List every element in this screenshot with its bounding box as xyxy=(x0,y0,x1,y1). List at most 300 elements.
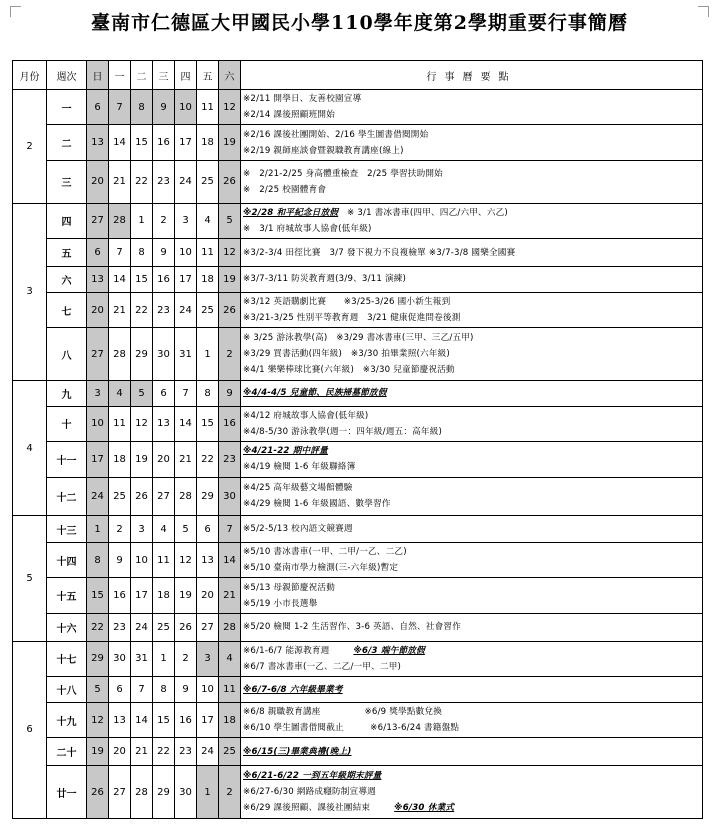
event-holiday-text: ※6/30 休業式 xyxy=(394,803,455,814)
day-cell: 21 xyxy=(175,442,197,477)
week-number-cell: 十三 xyxy=(47,516,87,543)
events-cell xyxy=(241,677,703,703)
events-cell xyxy=(241,702,703,737)
day-cell: 19 xyxy=(131,442,153,477)
day-cell: 3 xyxy=(175,203,197,238)
event-line xyxy=(243,443,702,459)
day-cell: 9 xyxy=(153,90,175,125)
event-text: ※ 2/25 校園體育會 xyxy=(243,184,327,195)
day-cell: 2 xyxy=(175,641,197,676)
day-cell: 19 xyxy=(175,578,197,613)
event-line xyxy=(243,720,702,736)
day-cell: 1 xyxy=(153,641,175,676)
day-cell: 12 xyxy=(219,239,241,267)
day-cell: 5 xyxy=(131,380,153,406)
day-cell: 11 xyxy=(197,90,219,125)
event-line xyxy=(243,480,702,496)
week-row xyxy=(13,442,703,477)
day-cell: 2 xyxy=(153,203,175,238)
events-cell xyxy=(241,380,703,406)
day-cell: 30 xyxy=(109,641,131,676)
calendar-body xyxy=(13,90,703,819)
event-text: ※6/8 親職教育講座 ※6/9 獎學點數兌換 xyxy=(243,707,443,718)
event-text: ※5/20 檢閱 1-2 生活習作、3-6 英語、自然、社會習作 xyxy=(243,622,461,633)
events-cell xyxy=(241,406,703,441)
events-cell xyxy=(241,613,703,641)
day-cell: 7 xyxy=(109,239,131,267)
day-cell: 17 xyxy=(197,702,219,737)
day-cell: 11 xyxy=(219,677,241,703)
week-number-cell: 一 xyxy=(47,90,87,125)
week-row xyxy=(13,641,703,676)
day-cell: 19 xyxy=(219,267,241,293)
day-cell: 29 xyxy=(153,766,175,819)
day-cell: 17 xyxy=(87,442,109,477)
week-number-cell: 三 xyxy=(47,160,87,203)
week-number-cell: 十六 xyxy=(47,613,87,641)
day-cell: 30 xyxy=(175,766,197,819)
week-number-cell: 十七 xyxy=(47,641,87,676)
events-cell xyxy=(241,442,703,477)
event-text: ※5/10 書冰書車(一甲、二甲/一乙、二乙) xyxy=(243,547,407,558)
day-cell: 29 xyxy=(131,328,153,381)
events-cell xyxy=(241,267,703,293)
event-line xyxy=(243,560,702,576)
week-row xyxy=(13,542,703,577)
header-events xyxy=(241,61,703,90)
event-line xyxy=(243,330,702,346)
day-cell: 6 xyxy=(109,677,131,703)
day-cell: 24 xyxy=(175,160,197,203)
page-title: 臺南市仁德區大甲國民小學110學年度第2學期重要行事簡曆 xyxy=(91,12,628,34)
day-cell: 18 xyxy=(153,578,175,613)
event-text: ※5/19 小市長選舉 xyxy=(243,598,318,609)
day-cell: 2 xyxy=(219,328,241,381)
day-cell: 12 xyxy=(175,542,197,577)
day-cell: 1 xyxy=(197,766,219,819)
event-line xyxy=(243,424,702,440)
week-number-cell: 十八 xyxy=(47,677,87,703)
day-cell: 3 xyxy=(197,641,219,676)
day-cell: 6 xyxy=(153,380,175,406)
day-cell: 13 xyxy=(87,125,109,160)
day-cell: 21 xyxy=(109,160,131,203)
day-cell: 8 xyxy=(197,380,219,406)
day-cell: 14 xyxy=(131,702,153,737)
day-cell: 23 xyxy=(219,442,241,477)
week-row xyxy=(13,702,703,737)
header-month: 月份 xyxy=(13,61,47,90)
day-cell: 14 xyxy=(175,406,197,441)
events-cell xyxy=(241,542,703,577)
week-number-cell: 二 xyxy=(47,125,87,160)
events-cell xyxy=(241,203,703,238)
day-cell: 16 xyxy=(153,267,175,293)
day-cell: 16 xyxy=(175,702,197,737)
day-cell: 18 xyxy=(197,125,219,160)
week-row xyxy=(13,160,703,203)
event-text: ※ 3/1 府城故事人協會(低年級) xyxy=(243,223,372,234)
day-cell: 14 xyxy=(219,542,241,577)
day-cell: 11 xyxy=(109,406,131,441)
event-line xyxy=(243,385,702,401)
day-cell: 27 xyxy=(197,613,219,641)
week-row xyxy=(13,267,703,293)
week-row xyxy=(13,328,703,381)
event-line xyxy=(243,800,702,816)
week-number-cell: 五 xyxy=(47,239,87,267)
event-text: ※6/7-6/8 六年級畢業考 xyxy=(243,684,343,695)
event-text: ※6/10 學生圖書借閱截止 ※6/13-6/24 書籍盤點 xyxy=(243,723,460,734)
day-cell: 16 xyxy=(219,406,241,441)
week-row xyxy=(13,477,703,516)
week-number-cell: 十一 xyxy=(47,442,87,477)
header-events-label: 行事曆要點 xyxy=(426,71,517,83)
event-text-secondary: ※ 3/1 書冰書車(四甲、四乙/六甲、六乙) xyxy=(338,207,508,218)
week-row xyxy=(13,125,703,160)
week-row xyxy=(13,578,703,613)
day-cell: 10 xyxy=(175,239,197,267)
event-line xyxy=(243,310,702,326)
day-cell: 26 xyxy=(175,613,197,641)
event-text: ※2/19 親師座談會暨親職教育講座(線上) xyxy=(243,145,404,156)
event-line xyxy=(243,221,702,237)
week-number-cell: 廿一 xyxy=(47,766,87,819)
event-text: ※6/27-6/30 網路成癮防制宣導週 xyxy=(243,787,376,798)
events-cell xyxy=(241,125,703,160)
header-day-mon: 一 xyxy=(109,61,131,90)
event-line xyxy=(243,107,702,123)
calendar-header-row xyxy=(13,61,703,90)
day-cell: 9 xyxy=(109,542,131,577)
day-cell: 27 xyxy=(87,203,109,238)
week-number-cell: 四 xyxy=(47,203,87,238)
day-cell: 13 xyxy=(153,406,175,441)
day-cell: 25 xyxy=(219,738,241,766)
week-row xyxy=(13,677,703,703)
day-cell: 1 xyxy=(197,328,219,381)
events-cell xyxy=(241,477,703,516)
week-number-cell: 九 xyxy=(47,380,87,406)
event-line xyxy=(243,362,702,378)
event-text: ※2/14 課後照顧班開始 xyxy=(243,110,335,121)
day-cell: 18 xyxy=(109,442,131,477)
event-line xyxy=(243,91,702,107)
events-cell xyxy=(241,90,703,125)
month-cell: 6 xyxy=(13,641,47,818)
day-cell: 19 xyxy=(87,738,109,766)
day-cell: 7 xyxy=(219,516,241,543)
day-cell: 3 xyxy=(131,516,153,543)
day-cell: 13 xyxy=(109,702,131,737)
day-cell: 5 xyxy=(219,203,241,238)
event-line xyxy=(243,704,702,720)
event-line xyxy=(243,182,702,198)
event-line xyxy=(243,408,702,424)
day-cell: 2 xyxy=(109,516,131,543)
event-text: ※3/21-3/25 性別平等教育週 3/21 健康促進問卷後測 xyxy=(243,313,461,324)
event-line xyxy=(243,682,702,698)
event-text: ※6/29 課後照顧、課後社團結束 xyxy=(243,803,371,814)
week-row xyxy=(13,738,703,766)
day-cell: 17 xyxy=(175,267,197,293)
day-cell: 23 xyxy=(175,738,197,766)
week-number-cell: 十九 xyxy=(47,702,87,737)
day-cell: 4 xyxy=(153,516,175,543)
week-number-cell: 十 xyxy=(47,406,87,441)
day-cell: 11 xyxy=(197,239,219,267)
day-cell: 22 xyxy=(153,738,175,766)
week-row xyxy=(13,203,703,238)
day-cell: 21 xyxy=(131,738,153,766)
day-cell: 20 xyxy=(153,442,175,477)
event-line xyxy=(243,496,702,512)
day-cell: 28 xyxy=(109,328,131,381)
day-cell: 16 xyxy=(153,125,175,160)
event-text: ※2/28 和平紀念日放假 xyxy=(243,207,339,218)
week-row xyxy=(13,380,703,406)
header-day-sat: 六 xyxy=(219,61,241,90)
event-text: ※3/12 英語購劇比賽 ※3/25-3/26 國小新生報到 xyxy=(243,297,451,308)
event-text: ※5/10 臺南市學力檢測(三-六年級)暫定 xyxy=(243,563,399,574)
day-cell: 1 xyxy=(87,516,109,543)
day-cell: 14 xyxy=(109,267,131,293)
event-text: ※2/11 開學日、友善校園宣導 xyxy=(243,94,362,105)
event-line xyxy=(243,459,702,475)
event-line xyxy=(243,744,702,760)
day-cell: 29 xyxy=(197,477,219,516)
day-cell: 12 xyxy=(131,406,153,441)
events-cell xyxy=(241,641,703,676)
event-text: ※6/1-6/7 能源教育週 xyxy=(243,645,330,656)
event-text: ※3/7-3/11 防災教育週(3/9、3/11 演練) xyxy=(243,274,407,285)
day-cell: 28 xyxy=(131,766,153,819)
day-cell: 31 xyxy=(131,641,153,676)
day-cell: 3 xyxy=(87,380,109,406)
month-cell: 2 xyxy=(13,90,47,204)
event-line xyxy=(243,346,702,362)
day-cell: 5 xyxy=(87,677,109,703)
day-cell: 6 xyxy=(87,239,109,267)
event-text: ※4/21-22 期中評量 xyxy=(243,446,328,457)
event-text: ※4/1 樂樂棒球比賽(六年級) ※3/30 兒童節慶祝活動 xyxy=(243,365,455,376)
day-cell: 13 xyxy=(197,542,219,577)
day-cell: 13 xyxy=(87,267,109,293)
day-cell: 12 xyxy=(87,702,109,737)
day-cell: 18 xyxy=(219,702,241,737)
calendar-table xyxy=(12,60,703,819)
event-line xyxy=(243,619,702,635)
header-day-fri: 五 xyxy=(197,61,219,90)
day-cell: 30 xyxy=(219,477,241,516)
day-cell: 30 xyxy=(153,328,175,381)
day-cell: 28 xyxy=(109,203,131,238)
day-cell: 21 xyxy=(109,292,131,327)
header-day-wed: 三 xyxy=(153,61,175,90)
event-text: ※4/4-4/5 兒童節、民族掃墓節放假 xyxy=(243,388,387,399)
week-number-cell: 十四 xyxy=(47,542,87,577)
day-cell: 7 xyxy=(131,677,153,703)
event-holiday-text: ※6/3 端午節放假 xyxy=(353,645,425,656)
header-day-thu: 四 xyxy=(175,61,197,90)
day-cell: 15 xyxy=(153,702,175,737)
day-cell: 26 xyxy=(87,766,109,819)
events-cell xyxy=(241,239,703,267)
events-cell xyxy=(241,160,703,203)
day-cell: 25 xyxy=(109,477,131,516)
day-cell: 26 xyxy=(131,477,153,516)
event-line xyxy=(243,784,702,800)
day-cell: 23 xyxy=(109,613,131,641)
day-cell: 11 xyxy=(153,542,175,577)
event-line xyxy=(243,166,702,182)
day-cell: 20 xyxy=(197,578,219,613)
day-cell: 6 xyxy=(197,516,219,543)
day-cell: 22 xyxy=(197,442,219,477)
events-cell xyxy=(241,578,703,613)
event-line xyxy=(243,659,702,675)
event-text: ※4/8-5/30 游泳教學(週一：四年級/週五：高年級) xyxy=(243,426,443,437)
event-text: ※3/2-3/4 田徑比賽 3/7 發下視力不良複檢單 ※3/7-3/8 國樂全國賽 xyxy=(243,247,516,258)
event-text: ※ 2/21-2/25 身高體重檢查 2/25 學習扶助開始 xyxy=(243,168,443,179)
day-cell: 24 xyxy=(87,477,109,516)
day-cell: 24 xyxy=(197,738,219,766)
events-cell xyxy=(241,738,703,766)
day-cell: 24 xyxy=(175,292,197,327)
day-cell: 17 xyxy=(175,125,197,160)
day-cell: 26 xyxy=(219,292,241,327)
week-row xyxy=(13,90,703,125)
day-cell: 9 xyxy=(153,239,175,267)
day-cell: 31 xyxy=(175,328,197,381)
day-cell: 20 xyxy=(87,160,109,203)
day-cell: 10 xyxy=(131,542,153,577)
day-cell: 27 xyxy=(87,328,109,381)
day-cell: 4 xyxy=(197,203,219,238)
week-row xyxy=(13,613,703,641)
day-cell: 28 xyxy=(175,477,197,516)
day-cell: 29 xyxy=(87,641,109,676)
day-cell: 8 xyxy=(87,542,109,577)
event-text: ※4/25 高年級藝文場館體驗 xyxy=(243,483,353,494)
day-cell: 8 xyxy=(153,677,175,703)
week-number-cell: 七 xyxy=(47,292,87,327)
event-line xyxy=(243,643,702,659)
week-row xyxy=(13,516,703,543)
day-cell: 15 xyxy=(197,406,219,441)
event-line xyxy=(243,768,702,784)
day-cell: 19 xyxy=(219,125,241,160)
day-cell: 16 xyxy=(109,578,131,613)
day-cell: 14 xyxy=(109,125,131,160)
day-cell: 9 xyxy=(175,677,197,703)
month-cell: 4 xyxy=(13,380,47,515)
day-cell: 4 xyxy=(109,380,131,406)
events-cell xyxy=(241,516,703,543)
day-cell: 9 xyxy=(219,380,241,406)
event-line xyxy=(243,294,702,310)
day-cell: 21 xyxy=(219,578,241,613)
day-cell: 6 xyxy=(87,90,109,125)
day-cell: 26 xyxy=(219,160,241,203)
event-line xyxy=(243,245,702,261)
day-cell: 17 xyxy=(131,578,153,613)
week-number-cell: 八 xyxy=(47,328,87,381)
event-line xyxy=(243,205,702,221)
events-cell xyxy=(241,766,703,819)
header-day-tue: 二 xyxy=(131,61,153,90)
events-cell xyxy=(241,328,703,381)
week-number-cell: 十二 xyxy=(47,477,87,516)
day-cell: 24 xyxy=(131,613,153,641)
day-cell: 4 xyxy=(219,641,241,676)
day-cell: 10 xyxy=(87,406,109,441)
day-cell: 15 xyxy=(131,125,153,160)
day-cell: 23 xyxy=(153,292,175,327)
day-cell: 5 xyxy=(175,516,197,543)
event-text: ※4/29 檢閱 1-6 年級國語、數學習作 xyxy=(243,499,391,510)
event-line xyxy=(243,521,702,537)
event-text: ※ 3/25 游泳教學(高) ※3/29 書冰書車(三甲、三乙/五甲) xyxy=(243,333,474,344)
day-cell: 8 xyxy=(131,239,153,267)
event-text: ※3/29 買書活動(四年級) ※3/30 拍畢業照(六年級) xyxy=(243,349,450,360)
week-row xyxy=(13,406,703,441)
day-cell: 22 xyxy=(131,292,153,327)
day-cell: 10 xyxy=(175,90,197,125)
day-cell: 23 xyxy=(153,160,175,203)
header-day-sun: 日 xyxy=(87,61,109,90)
event-text: ※6/21-6/22 一到五年級期末評量 xyxy=(243,771,382,782)
day-cell: 12 xyxy=(219,90,241,125)
day-cell: 27 xyxy=(153,477,175,516)
day-cell: 25 xyxy=(153,613,175,641)
day-cell: 8 xyxy=(131,90,153,125)
event-text: ※6/15(三)畢業典禮(晚上) xyxy=(243,746,352,757)
day-cell: 7 xyxy=(175,380,197,406)
day-cell: 22 xyxy=(131,160,153,203)
day-cell: 1 xyxy=(131,203,153,238)
day-cell: 25 xyxy=(197,292,219,327)
event-line xyxy=(243,127,702,143)
day-cell: 15 xyxy=(131,267,153,293)
event-line xyxy=(243,143,702,159)
month-cell: 3 xyxy=(13,203,47,380)
event-line xyxy=(243,544,702,560)
day-cell: 15 xyxy=(87,578,109,613)
header-week: 週次 xyxy=(47,61,87,90)
event-text: ※4/12 府城故事人協會(低年級) xyxy=(243,410,369,421)
event-line xyxy=(243,271,702,287)
event-line xyxy=(243,580,702,596)
week-number-cell: 六 xyxy=(47,267,87,293)
day-cell: 18 xyxy=(197,267,219,293)
day-cell: 25 xyxy=(197,160,219,203)
event-text: ※5/13 母親節慶祝活動 xyxy=(243,582,335,593)
day-cell: 10 xyxy=(197,677,219,703)
event-text: ※4/19 檢閱 1-6 年級聯絡簿 xyxy=(243,462,356,473)
week-number-cell: 十五 xyxy=(47,578,87,613)
week-row xyxy=(13,766,703,819)
week-number-cell: 二十 xyxy=(47,738,87,766)
month-cell: 5 xyxy=(13,516,47,642)
event-text: ※6/7 書冰書車(一乙、二乙/一甲、二甲) xyxy=(243,661,402,672)
events-cell xyxy=(241,292,703,327)
day-cell: 20 xyxy=(87,292,109,327)
day-cell: 28 xyxy=(219,613,241,641)
event-text: ※5/2-5/13 校內語文競賽週 xyxy=(243,524,353,535)
day-cell: 27 xyxy=(109,766,131,819)
day-cell: 2 xyxy=(219,766,241,819)
